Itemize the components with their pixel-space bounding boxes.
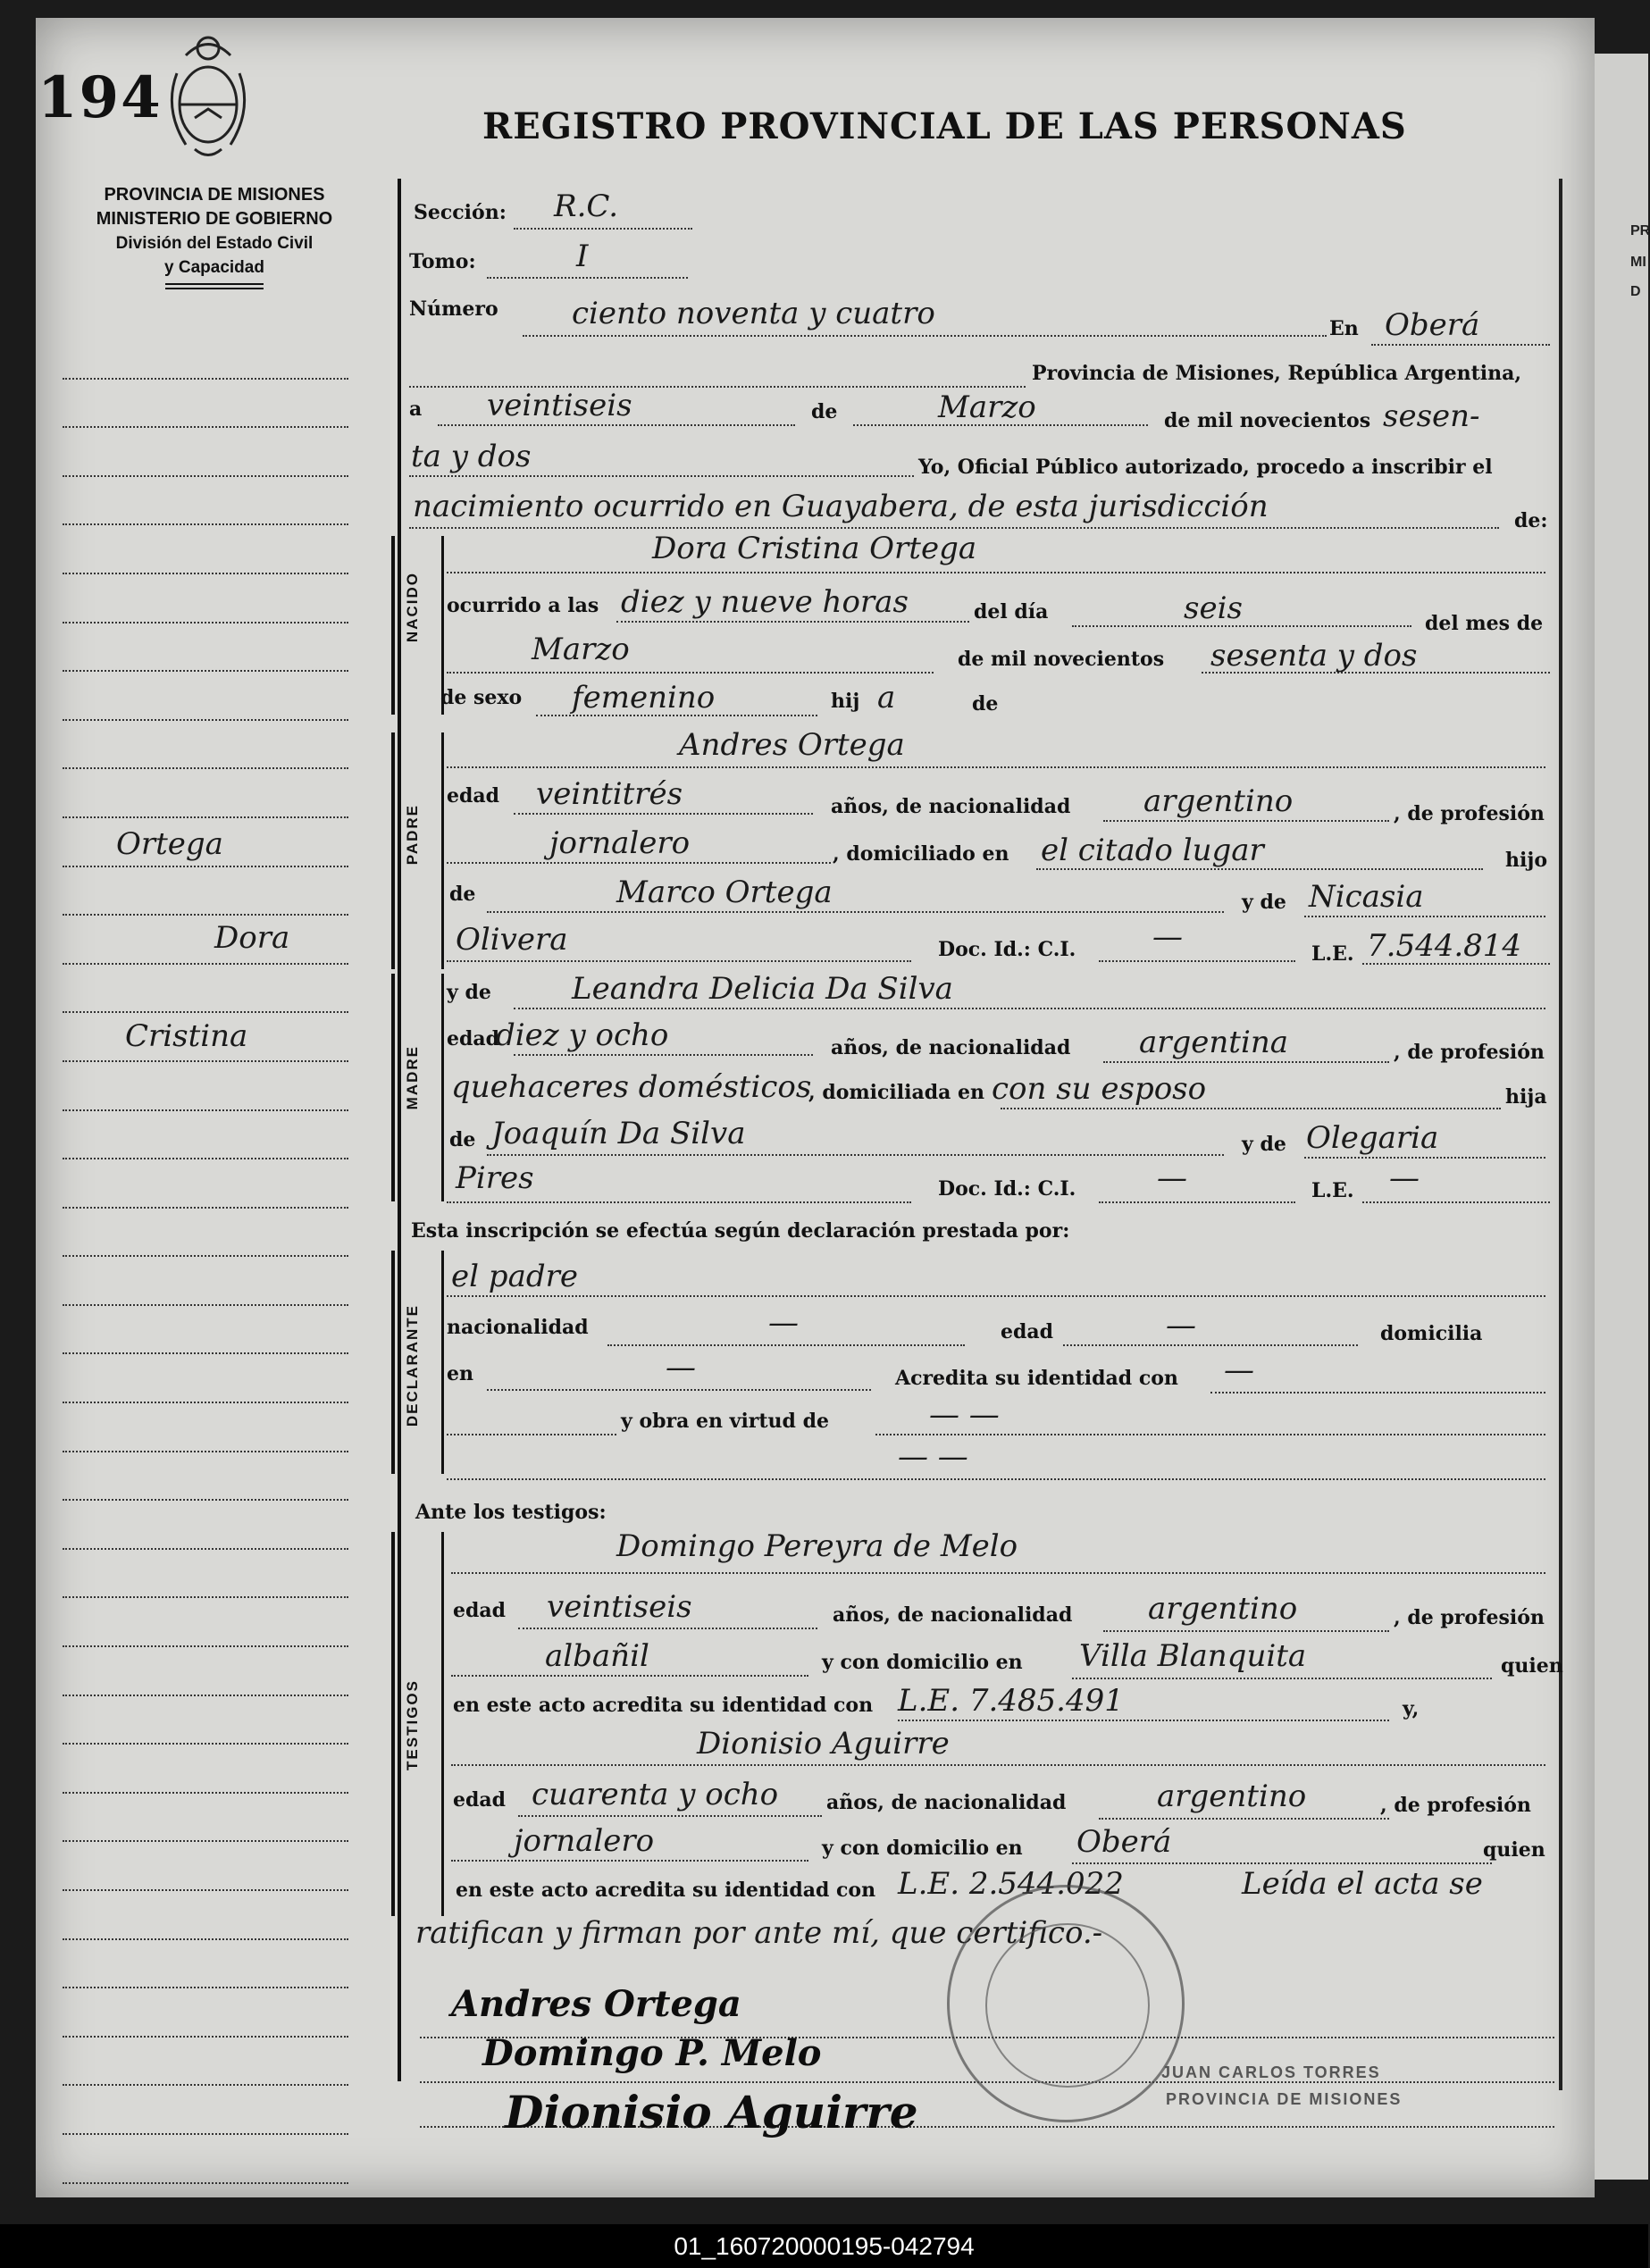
acto-de-label: de: <box>1514 509 1548 532</box>
madre-madre-value-1: Olegaria <box>1306 1120 1439 1156</box>
lugar-value: Oberá <box>1385 307 1480 343</box>
sexo-value: femenino <box>572 680 716 716</box>
madre-y-de-label: y de <box>447 981 491 1004</box>
fecha-anio-value-1: sesen- <box>1383 398 1480 434</box>
testigo1-edad-value: veintiseis <box>547 1589 692 1625</box>
stamp-officer-name: JUAN CARLOS TORRES <box>1161 2063 1381 2081</box>
fecha-a-label: a <box>409 398 423 421</box>
madre-le-value: — <box>1389 1160 1420 1196</box>
declarante-nac-value: — <box>768 1305 799 1341</box>
padre-nac-label: años, de nacionalidad <box>831 795 1071 818</box>
madre-dom-label: , domiciliada en <box>808 1081 985 1104</box>
margin-note-first-name: Dora <box>214 920 290 956</box>
madre-ci-value: — <box>1157 1160 1187 1196</box>
agency-ministry: MINISTERIO DE GOBIERNO <box>96 209 333 229</box>
nacido-nombre-value: Dora Cristina Ortega <box>652 531 977 566</box>
nacido-anio-label: de mil novecientos <box>958 648 1165 671</box>
padre-padre-value: Marco Ortega <box>616 875 833 910</box>
margin-note-second-name: Cristina <box>125 1018 248 1054</box>
testigo1-dom-label: y con domicilio en <box>822 1651 1023 1674</box>
agency-capacity: y Capacidad <box>164 258 264 277</box>
testigo2-acredita-label: en este acto acredita su identidad con <box>456 1879 876 1902</box>
issuing-agency <box>63 183 366 293</box>
declarante-en-label: en <box>447 1362 473 1385</box>
official-stamp <box>947 1885 1185 2122</box>
padre-edad-label: edad <box>447 784 500 808</box>
hij-suffix: a <box>877 680 896 716</box>
next-page-fragment: D <box>1630 284 1641 299</box>
madre-doc-label: Doc. Id.: C.I. <box>938 1177 1076 1201</box>
padre-dom-label: , domiciliado en <box>833 842 1009 866</box>
agency-division: División del Estado Civil <box>115 234 314 253</box>
padre-ci-value: — <box>1152 919 1183 955</box>
image-filename: 01_160720000195-042794 <box>0 2224 1648 2268</box>
lugar-label: En <box>1329 317 1359 340</box>
madre-edad-label: edad <box>447 1027 500 1050</box>
padre-hijo-label: hijo <box>1505 849 1547 872</box>
cierre-2: ratifican y firman por ante mí, que certifico.- <box>415 1915 1103 1951</box>
testigo2-nac-label: años, de nacionalidad <box>826 1791 1067 1814</box>
testigo1-quien-label: quien <box>1501 1654 1563 1678</box>
hora-value: diez y nueve horas <box>621 584 909 620</box>
del-dia-label: del día <box>974 600 1049 623</box>
testigo1-prof-label: , de profesión <box>1394 1606 1545 1629</box>
padre-prof-value: jornalero <box>549 825 691 861</box>
fecha-anio-value-2: ta y dos <box>411 439 532 474</box>
declarante-obra-value: — — <box>929 1397 1000 1433</box>
testigo2-prof-label: , de profesión <box>1380 1794 1531 1817</box>
next-page-edge <box>1595 54 1648 2180</box>
nacido-de-label: de <box>972 692 999 716</box>
provincia-text: Provincia de Misiones, República Argentina, <box>1032 362 1522 385</box>
agency-province: PROVINCIA DE MISIONES <box>104 185 325 205</box>
madre-dom-value: con su esposo <box>992 1071 1207 1107</box>
testigo2-dom-label: y con domicilio en <box>822 1837 1023 1860</box>
del-mes-label: del mes de <box>1425 612 1544 635</box>
padre-de-label: de <box>449 883 476 906</box>
numero-value: ciento noventa y cuatro <box>572 296 935 331</box>
margin-note-surname: Ortega <box>116 826 223 862</box>
fecha-de-label: de <box>811 400 838 423</box>
testigo1-nombre-value: Domingo Pereyra de Melo <box>616 1528 1018 1564</box>
testigo2-doc-value: L.E. 2.544.022 <box>898 1866 1124 1902</box>
testigo1-prof-value: albañil <box>545 1638 649 1674</box>
madre-nombre-value: Leandra Delicia Da Silva <box>572 971 953 1007</box>
right-border <box>1559 179 1562 2090</box>
madre-de-label: de <box>449 1128 476 1151</box>
padre-nac-value: argentino <box>1143 783 1294 819</box>
margin-ruled-lines <box>63 331 348 2184</box>
fecha-mes-value: Marzo <box>938 389 1036 425</box>
seccion-label: Sección: <box>414 201 507 224</box>
declarante-section-label: DECLARANTE <box>404 1304 421 1427</box>
testigo1-edad-label: edad <box>453 1599 507 1622</box>
padre-prof-label: , de profesión <box>1394 802 1545 825</box>
testigo2-quien-label: quien <box>1483 1838 1545 1862</box>
testigo2-prof-value: jornalero <box>514 1823 655 1859</box>
madre-edad-value: diez y ocho <box>496 1017 669 1053</box>
testigo1-y-label: y, <box>1403 1697 1420 1720</box>
madre-prof-value: quehaceres domésticos <box>451 1069 812 1105</box>
declarante-dom-label: domicilia <box>1380 1322 1483 1345</box>
numero-label: Número <box>409 297 498 321</box>
folio-number: 194 <box>38 64 163 131</box>
coat-of-arms-icon <box>159 29 257 163</box>
signature-witness-2: Dionisio Aguirre <box>505 2086 918 2138</box>
testigo1-doc-value: L.E. 7.485.491 <box>898 1683 1124 1719</box>
declarante-intro: Esta inscripción se efectúa según declaración prestada por: <box>411 1219 1070 1243</box>
padre-madre-value-1: Nicasia <box>1309 879 1424 915</box>
ocurrido-label: ocurrido a las <box>447 594 599 617</box>
madre-hija-label: hija <box>1505 1085 1547 1109</box>
padre-madre-value-2: Olivera <box>456 922 568 958</box>
testigo2-nac-value: argentino <box>1157 1778 1307 1814</box>
padre-y-de-label: y de <box>1242 891 1286 914</box>
padre-dom-value: el citado lugar <box>1041 833 1264 868</box>
hij-label: hij <box>831 690 860 713</box>
next-page-fragment: MI <box>1630 255 1646 270</box>
padre-le-label: L.E. <box>1311 942 1354 966</box>
declarante-acredita-value: — <box>1224 1352 1254 1388</box>
testigo1-dom-value: Villa Blanquita <box>1079 1638 1307 1674</box>
testigo1-nac-value: argentino <box>1148 1591 1298 1627</box>
seccion-value: R.C. <box>554 188 619 224</box>
declarante-obra-label: y obra en virtud de <box>621 1410 829 1433</box>
fecha-dia-value: veintiseis <box>487 388 632 423</box>
oficial-text: Yo, Oficial Público autorizado, procedo a inscribir el <box>918 456 1493 479</box>
declarante-acredita-label: Acredita su identidad con <box>895 1367 1178 1390</box>
testigo2-dom-value: Oberá <box>1076 1824 1172 1860</box>
madre-y-de-label-2: y de <box>1242 1133 1286 1156</box>
testigo1-acredita-label: en este acto acredita su identidad con <box>453 1694 874 1717</box>
madre-nac-label: años, de nacionalidad <box>831 1036 1071 1059</box>
tomo-value: I <box>576 239 589 274</box>
nacido-dia-value: seis <box>1184 590 1243 626</box>
declarante-nac-label: nacionalidad <box>447 1316 589 1339</box>
madre-madre-value-2: Pires <box>456 1160 534 1196</box>
declarante-edad-value: — <box>1166 1308 1196 1343</box>
page-title: REGISTRO PROVINCIAL DE LAS PERSONAS <box>482 105 1407 147</box>
declarante-obra-value-2: — — <box>898 1439 968 1475</box>
signature-witness-1: Domingo P. Melo <box>482 2032 822 2074</box>
tomo-label: Tomo: <box>409 250 476 273</box>
padre-edad-value: veintitrés <box>536 776 683 812</box>
padre-section-label: PADRE <box>404 804 421 866</box>
cierre-1: Leída el acta se <box>1242 1866 1483 1902</box>
testigo2-edad-label: edad <box>453 1788 507 1812</box>
padre-nombre-value: Andres Ortega <box>679 727 905 763</box>
testigos-section-label: TESTIGOS <box>404 1679 421 1770</box>
nacido-section-label: NACIDO <box>404 572 421 643</box>
next-page-fragment: PR <box>1630 223 1650 239</box>
madre-padre-value: Joaquín Da Silva <box>491 1116 746 1151</box>
stamp-province: PROVINCIA DE MISIONES <box>1166 2090 1403 2108</box>
signature-father: Andres Ortega <box>451 1983 741 2025</box>
padre-doc-label: Doc. Id.: C.I. <box>938 938 1076 961</box>
fecha-anio-label: de mil novecientos <box>1164 409 1371 432</box>
testigos-intro: Ante los testigos: <box>415 1501 607 1524</box>
madre-prof-label: , de profesión <box>1394 1041 1545 1064</box>
padre-le-value: 7.544.814 <box>1367 928 1522 964</box>
declarante-en-value: — <box>666 1350 696 1385</box>
testigo2-nombre-value: Dionisio Aguirre <box>697 1726 950 1762</box>
sexo-label: de sexo <box>440 686 523 709</box>
declarante-edad-label: edad <box>1001 1320 1054 1343</box>
testigo1-nac-label: años, de nacionalidad <box>833 1603 1073 1627</box>
declarante-nombre-value: el padre <box>451 1259 578 1294</box>
testigo2-edad-value: cuarenta y ocho <box>532 1777 779 1812</box>
agency-rule <box>165 283 264 289</box>
nacido-anio-value: sesenta y dos <box>1210 638 1418 674</box>
madre-le-label: L.E. <box>1311 1179 1354 1202</box>
madre-nac-value: argentina <box>1139 1025 1289 1060</box>
madre-section-label: MADRE <box>404 1045 421 1110</box>
acto-value: nacimiento ocurrido en Guayabera, de esta jurisdicción <box>413 489 1269 524</box>
nacido-mes-value: Marzo <box>532 632 630 667</box>
